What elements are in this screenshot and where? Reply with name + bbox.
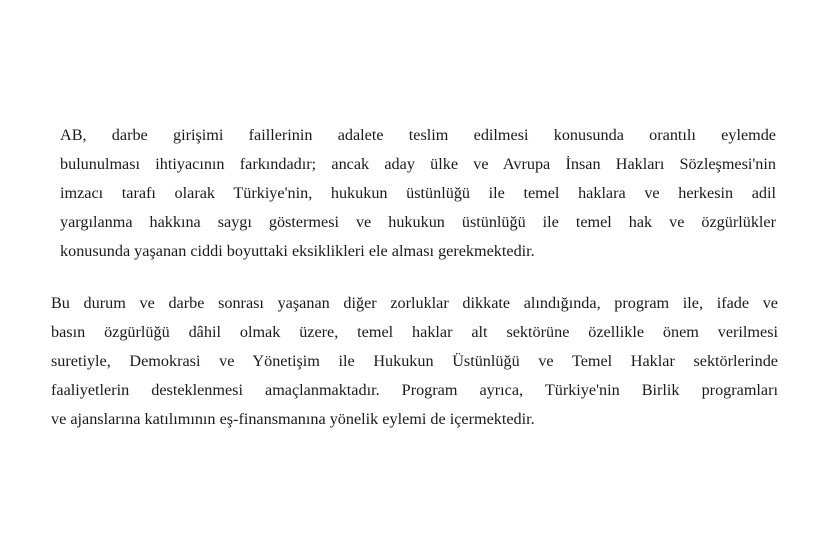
text-line: bulunulması ihtiyacının farkındadır; ancak aday ülke ve Avrupa İnsan Hakları Sözleşmesi'nin [60,155,776,173]
text-line: faaliyetlerin desteklenmesi amaçlanmaktadır. Program ayrıca, Türkiye'nin Birlik programları [51,381,778,399]
text-line: basın özgürlüğü dâhil olmak üzere, temel haklar alt sektörüne özellikle önem verilmesi [51,323,778,341]
text-line: yargılanma hakkına saygı göstermesi ve hukukun üstünlüğü ile temel hak ve özgürlükler [60,213,776,231]
paragraph-2 [51,289,778,434]
paragraph-1 [60,121,776,266]
text-line: AB, darbe girişimi faillerinin adalete teslim edilmesi konusunda orantılı eylemde [60,126,776,144]
text-line: konusunda yaşanan ciddi boyuttaki eksiklikleri ele alması gerekmektedir. [60,242,535,260]
text-line: suretiyle, Demokrasi ve Yönetişim ile Hukukun Üstünlüğü ve Temel Haklar sektörlerinde [51,352,778,370]
text-line: imzacı tarafı olarak Türkiye'nin, hukukun üstünlüğü ile temel haklara ve herkesin adil [60,184,776,202]
text-line: ve ajanslarına katılımının eş-finansmanına yönelik eylemi de içermektedir. [51,410,535,428]
text-line: Bu durum ve darbe sonrası yaşanan diğer zorluklar dikkate alındığında, program ile, ifade ve [51,294,778,312]
